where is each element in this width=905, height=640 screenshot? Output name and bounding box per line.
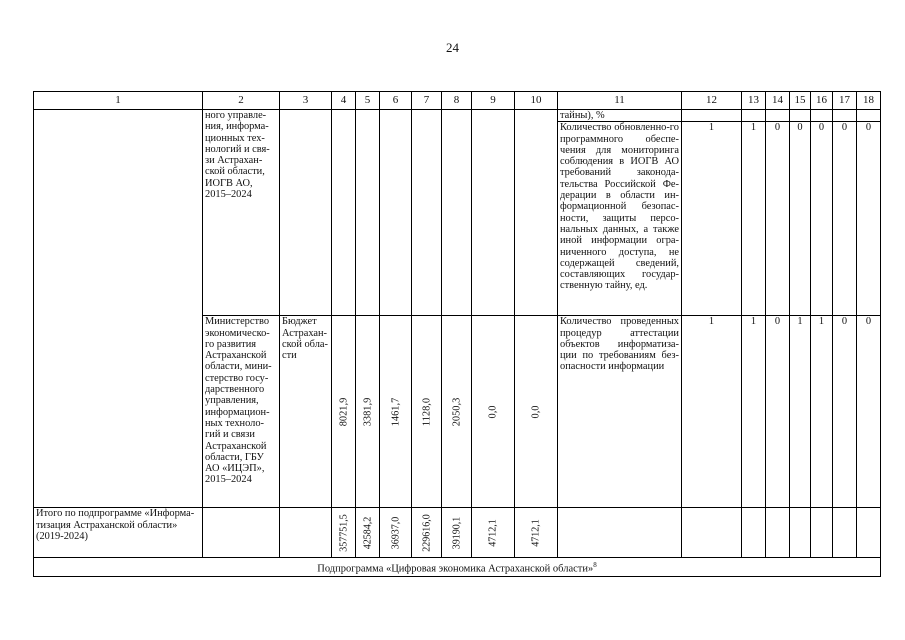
responsible-executor-cont: ного управле-ния, информа-ционных тех-нологий и свя-зи Астрахан-ской области, ИОГВ АО, 2015–2024 <box>203 110 280 316</box>
empty-cell <box>203 508 280 558</box>
value-cell: 1 <box>682 316 742 508</box>
value-cell: 0 <box>857 122 881 316</box>
value-cell: 0 <box>811 122 833 316</box>
header-cell: 9 <box>472 92 515 110</box>
subprogram-title: Подпрограмма «Цифровая экономика Астраханской области»$^8$ <box>34 558 881 577</box>
value-cell: 0 <box>833 316 857 508</box>
total-value: 4712,1 <box>530 519 542 547</box>
footnote-mark: 8 <box>593 560 597 569</box>
value-cell: 1 <box>742 122 766 316</box>
empty-cell <box>857 110 881 122</box>
header-cell: 11 <box>558 92 682 110</box>
value-cell: 0 <box>766 122 790 316</box>
value-cell: 0 <box>790 122 811 316</box>
value-cell: 0 <box>857 316 881 508</box>
header-cell: 6 <box>380 92 412 110</box>
empty-cell <box>34 110 203 508</box>
header-cell: 8 <box>442 92 472 110</box>
header-cell: 1 <box>34 92 203 110</box>
indicator-attestation: Количество проведенных процедур аттестации объектов информатиза-ции по требованиям без-опасности информации <box>558 316 682 508</box>
empty-cell <box>811 110 833 122</box>
empty-cell <box>766 508 790 558</box>
total-value: 42584,2 <box>361 516 373 550</box>
empty-cell <box>380 110 412 316</box>
amount-value: 0,0 <box>487 405 499 419</box>
total-row <box>34 508 881 558</box>
header-cell: 7 <box>412 92 442 110</box>
continuation-row <box>34 110 881 122</box>
total-value: 4712,1 <box>487 519 499 547</box>
header-cell: 3 <box>280 92 332 110</box>
empty-cell <box>682 110 742 122</box>
value-cell: 1 <box>811 316 833 508</box>
value-cell: 1 <box>790 316 811 508</box>
amount-value: 8021,9 <box>337 397 349 427</box>
header-cell: 2 <box>203 92 280 110</box>
total-label: Итого по подпрограмме «Информа-тизация Астраханской области» (2019-2024) <box>34 508 203 558</box>
empty-cell <box>766 110 790 122</box>
empty-cell <box>332 110 356 316</box>
page-number: 24 <box>446 40 459 55</box>
empty-cell <box>811 508 833 558</box>
indicator-software: Количество обновленно-го программного обеспе-чения для мониторинга соблюдения в ИОГВ АО требований законода-тельства Российской Фе-дерации в области ин-формационной безопас-ности, защиты персо-нальных данных, а также иной информации огра-ниченного доступа, не содержащей сведений, составляющих государ-ственную тайну, ед. <box>558 122 682 316</box>
empty-cell <box>472 110 515 316</box>
empty-cell <box>682 508 742 558</box>
empty-cell <box>833 508 857 558</box>
empty-cell <box>790 110 811 122</box>
header-row <box>34 92 881 110</box>
header-cell: 17 <box>833 92 857 110</box>
total-value: 229616,0 <box>420 514 432 552</box>
empty-cell <box>833 110 857 122</box>
header-cell: 5 <box>356 92 380 110</box>
empty-cell <box>412 110 442 316</box>
header-cell: 4 <box>332 92 356 110</box>
header-cell: 18 <box>857 92 881 110</box>
empty-cell <box>742 110 766 122</box>
amount-value: 1128,0 <box>420 397 432 426</box>
empty-cell <box>558 508 682 558</box>
indicator-cont: тайны), % <box>558 110 682 122</box>
amount-value: 2050,3 <box>450 397 462 427</box>
amount-value: 3381,9 <box>361 397 373 427</box>
value-cell: 1 <box>742 316 766 508</box>
program-table <box>33 91 881 577</box>
empty-cell <box>857 508 881 558</box>
total-value: 39190,1 <box>450 516 462 550</box>
empty-cell <box>280 508 332 558</box>
header-cell: 14 <box>766 92 790 110</box>
value-cell: 0 <box>766 316 790 508</box>
empty-cell <box>280 110 332 316</box>
subprogram-row <box>34 558 881 577</box>
header-cell: 13 <box>742 92 766 110</box>
total-value: 36937,0 <box>389 516 401 550</box>
responsible-executor: Министерство экономическо-го развития Астраханской области, мини-стерство госу-дарственного управления, информацион-ных техноло-гий и связи Астраханской области, ГБУ АО «ИЦЭП», 2015–2024 <box>203 316 280 508</box>
empty-cell <box>742 508 766 558</box>
empty-cell <box>790 508 811 558</box>
header-cell: 15 <box>790 92 811 110</box>
value-cell: 1 <box>682 122 742 316</box>
header-cell: 16 <box>811 92 833 110</box>
empty-cell <box>442 110 472 316</box>
header-cell: 10 <box>515 92 558 110</box>
amount-value: 1461,7 <box>389 397 401 427</box>
value-cell: 0 <box>833 122 857 316</box>
total-value: 357751,5 <box>337 514 349 552</box>
header-cell: 12 <box>682 92 742 110</box>
amount-value: 0,0 <box>530 405 542 419</box>
funding-source: Бюджет Астрахан-ской обла-сти <box>280 316 332 508</box>
empty-cell <box>356 110 380 316</box>
empty-cell <box>515 110 558 316</box>
